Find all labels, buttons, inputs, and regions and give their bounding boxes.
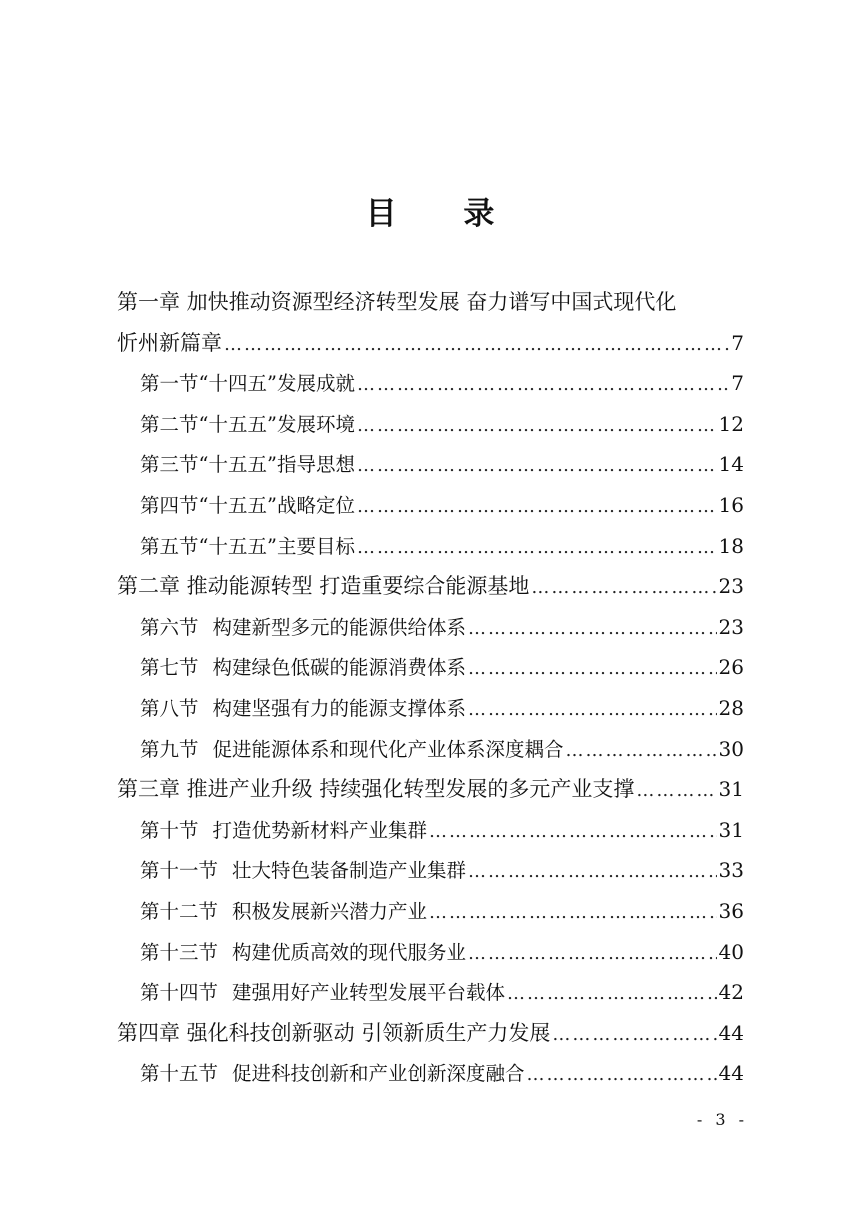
dot-leader [357,528,717,569]
section-number: 第五节 [140,534,199,558]
section-number: 第八节 [140,696,199,720]
page-title: 目 录 [365,196,523,232]
chapter-heading[interactable] [117,769,744,810]
section-number: 第三节 [140,453,199,477]
section-label [140,486,355,527]
page-number: 40 [718,939,744,964]
page-number: 14 [718,452,744,477]
section-number: 第九节 [140,737,199,761]
section-title: “十四五”发展成就 [198,372,355,396]
dot-leader [636,771,716,812]
page-number: 26 [718,655,744,680]
page-number: 31 [718,817,744,842]
chapter-3 [117,769,744,1013]
chapter-1 [117,282,744,566]
section-label [140,405,355,446]
page-number: 36 [718,898,744,923]
dot-leader [429,812,717,853]
chapter-heading[interactable] [117,282,744,323]
page-number: 31 [718,777,744,802]
section-title: 壮大特色装备制造产业集群 [232,859,467,883]
chapter-title-continued: 忻州新篇章 [117,330,222,355]
section-number: 第十四节 [140,981,219,1005]
page-number: 23 [718,614,744,639]
section-entry[interactable] [117,444,744,485]
section-label [140,608,466,649]
section-label [140,1054,525,1095]
section-title: 促进能源体系和现代化产业体系深度耦合 [212,737,564,761]
section-entry[interactable] [117,647,744,688]
section-label [140,973,505,1014]
section-title: “十五五”战略定位 [198,493,355,517]
section-entry[interactable] [117,810,744,851]
section-number: 第一节 [140,372,199,396]
dot-leader [507,974,717,1015]
dot-leader [224,325,729,366]
page-number-footer: - 3 - [696,1110,748,1129]
dot-leader [468,934,717,975]
section-title: 构建坚强有力的能源支撑体系 [212,696,467,720]
section-label [140,527,355,568]
section-entry[interactable] [117,729,744,770]
section-entry[interactable] [117,363,744,404]
section-entry[interactable] [117,688,744,729]
page-number: 28 [718,695,744,720]
page-number: 33 [718,858,744,883]
section-entry[interactable] [117,932,744,973]
chapter-heading[interactable] [117,1013,744,1054]
dot-leader [527,1055,717,1096]
chapter-title: 第二章 推动能源转型 打造重要综合能源基地 [117,574,530,599]
section-number: 第十三节 [140,940,219,964]
dot-leader [566,731,717,772]
dot-leader [357,365,729,406]
section-label [140,445,355,486]
section-title: “十五五”主要目标 [198,534,355,558]
section-label [140,648,466,689]
section-number: 第十一节 [140,859,219,883]
section-title: 建强用好产业转型发展平台载体 [232,981,506,1005]
dot-leader [531,568,716,609]
section-label [140,689,466,730]
section-title: 促进科技创新和产业创新深度融合 [232,1062,525,1086]
section-label [140,851,466,892]
section-title: “十五五”发展环境 [198,412,355,436]
dot-leader [357,487,717,528]
section-number: 第七节 [140,656,199,680]
page-number: 23 [718,574,744,599]
section-number: 第二节 [140,412,199,436]
section-number: 第十节 [140,818,199,842]
page-number: 44 [718,1020,744,1045]
table-of-contents [117,282,744,1094]
section-entry[interactable] [117,526,744,567]
chapter-title: 第一章 加快推动资源型经济转型发展 奋力谱写中国式现代化 [117,290,677,314]
section-title: 构建新型多元的能源供给体系 [212,615,467,639]
dot-leader [468,852,717,893]
section-title: “十五五”指导思想 [198,453,355,477]
dot-leader [552,1015,716,1056]
chapter-heading[interactable] [117,566,744,607]
section-number: 第六节 [140,615,199,639]
section-entry[interactable] [117,850,744,891]
section-number: 第十五节 [140,1062,219,1086]
page-number: 18 [718,533,744,558]
page-number: 42 [718,980,744,1005]
page-number: 16 [718,492,744,517]
chapter-heading-continued[interactable] [117,323,744,364]
section-title: 积极发展新兴潜力产业 [232,899,428,923]
dot-leader [468,609,717,650]
section-label [140,730,564,771]
dot-leader [468,690,717,731]
section-title: 构建优质高效的现代服务业 [232,940,467,964]
section-title: 构建绿色低碳的能源消费体系 [212,656,467,680]
chapter-2 [117,566,744,769]
page-number: 7 [731,330,744,355]
page-number: 30 [718,736,744,761]
section-label [140,892,427,933]
dot-leader [468,649,717,690]
dot-leader [429,893,717,934]
dot-leader [357,406,717,447]
section-label [140,364,355,405]
page-number: 12 [718,411,744,436]
section-title: 打造优势新材料产业集群 [212,818,428,842]
section-entry[interactable] [117,891,744,932]
section-entry[interactable] [117,485,744,526]
chapter-4 [117,1013,744,1094]
page-number: 44 [718,1061,744,1086]
section-entry[interactable] [117,972,744,1013]
section-label [140,933,466,974]
section-entry[interactable] [117,404,744,445]
page-number: 7 [731,371,744,396]
chapter-title: 第四章 强化科技创新驱动 引领新质生产力发展 [117,1020,551,1045]
dot-leader [357,446,717,487]
chapter-title: 第三章 推进产业升级 持续强化转型发展的多元产业支撑 [117,777,635,802]
section-number: 第十二节 [140,899,219,923]
section-number: 第四节 [140,493,199,517]
section-entry[interactable] [117,1053,744,1094]
section-entry[interactable] [117,607,744,648]
section-label [140,811,427,852]
